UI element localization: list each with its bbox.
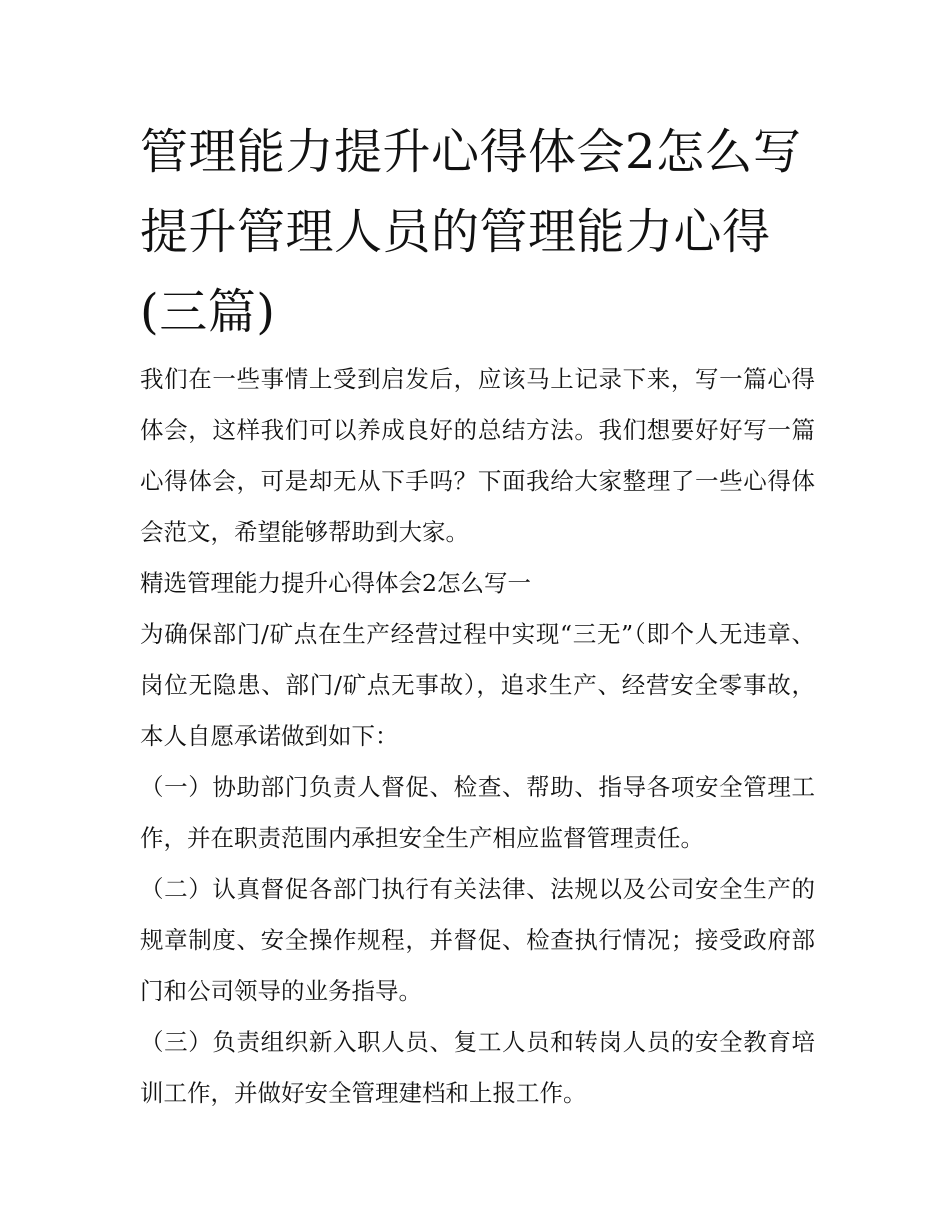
document-page [140, 112, 815, 1119]
document-title: 管理能力提升心得体会2怎么写 提升管理人员的管理能力心得(三篇) [140, 124, 802, 340]
paragraph-item-1: （一）协助部门负责人督促、检查、帮助、指导各项安全管理工作，并在职责范围内承担安全生产相应监督管理责任。 [140, 773, 815, 852]
intro-paragraph: 我们在一些事情上受到启发后，应该马上记录下来，写一篇心得体会，这样我们可以养成良好的总结方法。我们想要好好写一篇心得体会，可是却无从下手吗？下面我给大家整理了一些心得体会范文，希望能够帮助到大家。 [140, 365, 815, 546]
paragraph-item-3: （三）负责组织新入职人员、复工人员和转岗人员的安全教育培训工作，并做好安全管理建档和上报工作。 [140, 1028, 815, 1107]
paragraph-item-2: （二）认真督促各部门执行有关法律、法规以及公司安全生产的规章制度、安全操作规程，并督促、检查执行情况；接受政府部门和公司领导的业务指导。 [140, 875, 815, 1005]
section-heading: 精选管理能力提升心得体会2怎么写一 [140, 569, 531, 597]
paragraph-commitment: 为确保部门/矿点在生产经营过程中实现“三无”（即个人无违章、岗位无隐患、部门/矿点无事故），追求生产、经营安全零事故，本人自愿承诺做到如下： [140, 620, 815, 750]
